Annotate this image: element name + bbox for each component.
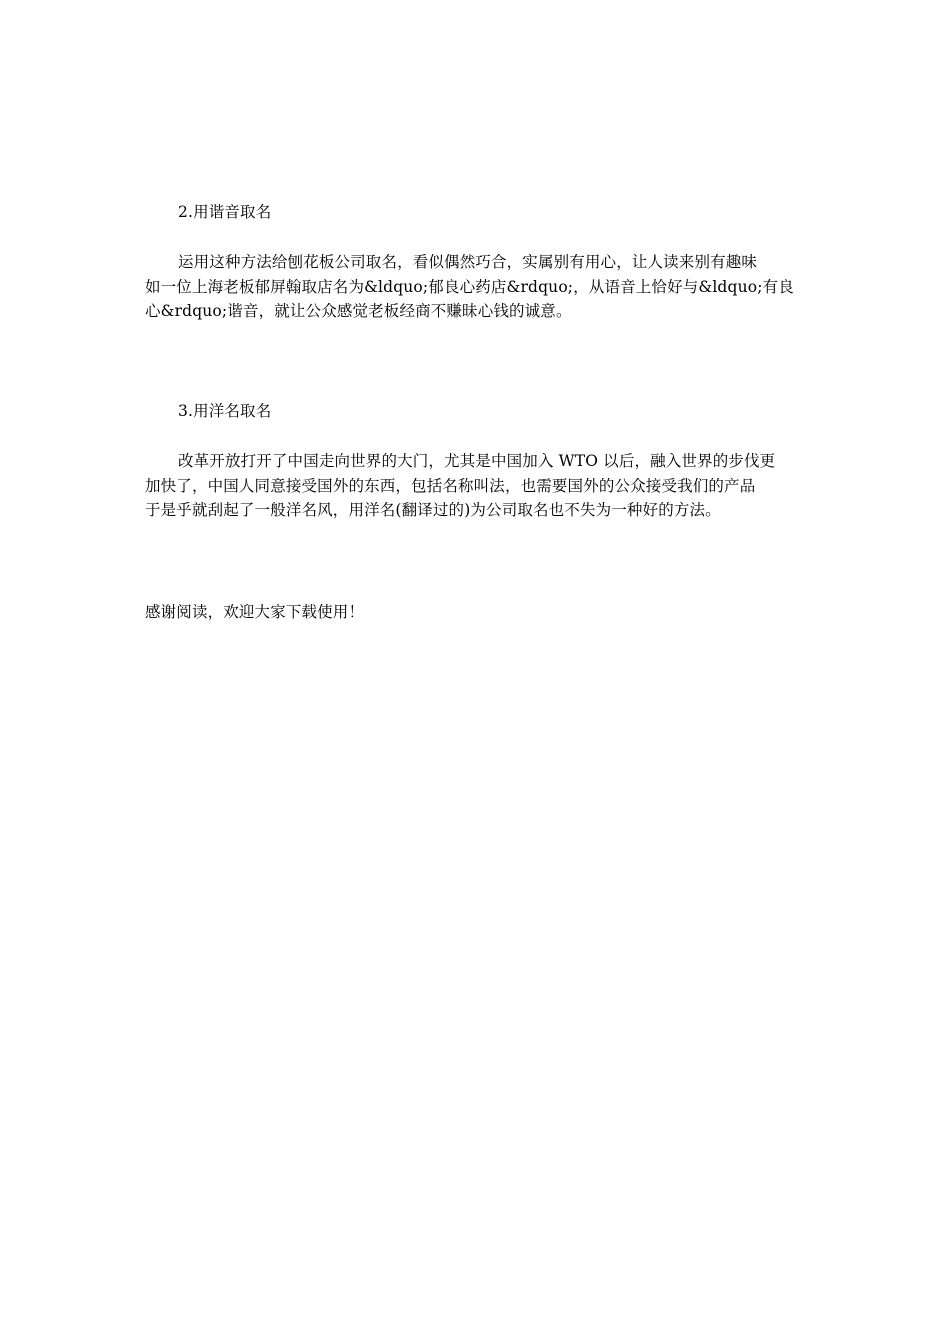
section-3-line-1: 改革开放打开了中国走向世界的大门，尤其是中国加入 WTO 以后，融入世界的步伐更 [178, 452, 776, 470]
section-3-heading: 3.用洋名取名 [178, 402, 272, 420]
section-3-paragraph [145, 449, 810, 523]
section-3-line-3: 于是乎就刮起了一般洋名风，用洋名(翻译过的)为公司取名也不失为一种好的方法。 [145, 501, 721, 519]
section-2-line-1: 运用这种方法给刨花板公司取名，看似偶然巧合，实属别有用心，让人读来别有趣味 [178, 253, 758, 271]
section-2-line-3: 心&rdquo;谐音，就让公众感觉老板经商不赚昧心钱的诚意。 [145, 302, 572, 320]
section-3-line-2: 加快了，中国人同意接受国外的东西，包括名称叫法，也需要国外的公众接受我们的产品 [145, 476, 756, 495]
closing-note: 感谢阅读，欢迎大家下载使用！ [145, 603, 365, 621]
section-2-line-2: 如一位上海老板郁屏翰取店名为&ldquo;郁良心药店&rdquo;，从语音上恰好与&ldquo;有良 [145, 277, 794, 296]
section-2-paragraph [145, 250, 810, 324]
section-2-heading: 2.用谐音取名 [178, 203, 272, 221]
